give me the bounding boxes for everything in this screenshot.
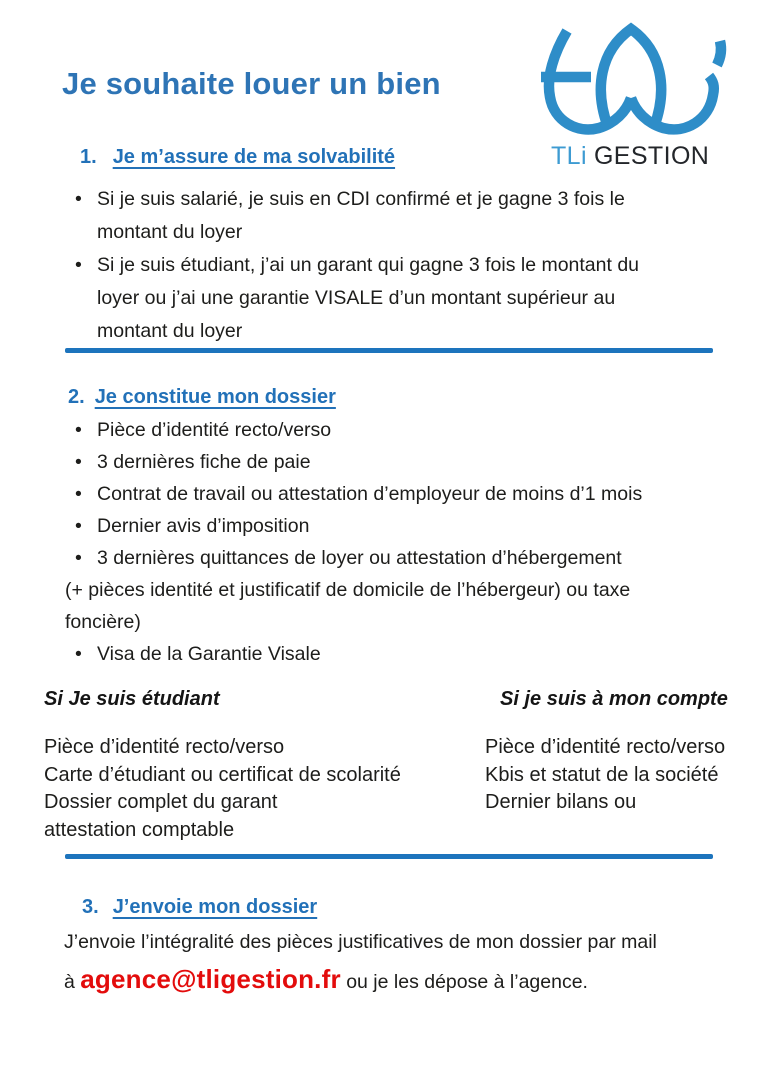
section-1-title: Je m’assure de ma solvabilité xyxy=(112,146,396,168)
column-line: attestation comptable xyxy=(44,818,235,841)
bullet-item: • 3 dernières fiche de paie xyxy=(60,446,720,478)
section-2-heading xyxy=(68,386,336,409)
logo-text-gestion: GESTION xyxy=(593,142,710,170)
column-self-employed-lines xyxy=(485,734,728,817)
send-line-1: J’envoie l’intégralité des pièces justificatives de mon dossier par mail xyxy=(64,931,657,953)
bullet-item: • 3 dernières quittances de loyer ou attestation d’hébergement xyxy=(60,542,720,574)
column-line: Dernier bilans ou xyxy=(485,791,637,813)
column-line: Pièce d’identité recto/verso xyxy=(485,736,726,758)
column-line: Kbis et statut de la société xyxy=(485,763,719,786)
section-3-heading xyxy=(82,896,317,919)
section-2-title: Je constitue mon dossier xyxy=(94,386,336,408)
column-student xyxy=(44,688,401,844)
column-student-heading: Si Je suis étudiant xyxy=(44,688,220,710)
page-title: Je souhaite louer un bien xyxy=(62,66,441,101)
dossier-bullet-list xyxy=(60,414,760,670)
bullet-continuation-line: (+ pièces identité et justificatif de domicile de l’hébergeur) ou taxe xyxy=(65,579,631,601)
column-line: Dossier complet du garant xyxy=(44,791,278,813)
column-line: Pièce d’identité recto/verso xyxy=(44,736,285,758)
bullet-item: • Pièce d’identité recto/verso xyxy=(60,414,720,446)
bullet-item: • Si je suis étudiant, j’ai un garant qui gagne 3 fois le montant du loyer ou j’ai une garantie VISALE d’un montant supérieur au montant du loyer xyxy=(60,249,685,348)
email-suffix: ou je les dépose à l’agence. xyxy=(340,971,588,993)
section-3-number: 3. xyxy=(82,896,99,918)
company-logo xyxy=(534,20,734,170)
section-3-title: J’envoie mon dossier xyxy=(112,896,318,918)
section-1-number: 1. xyxy=(80,146,97,168)
tli-logo-icon xyxy=(534,20,734,140)
send-dossier-paragraph xyxy=(64,927,754,995)
bullet-item: • Dernier avis d’imposition xyxy=(60,510,720,542)
bullet-item: • Visa de la Garantie Visale xyxy=(60,638,720,670)
bullet-item: • Contrat de travail ou attestation d’employeur de moins d’1 mois xyxy=(60,478,720,510)
column-self-employed-heading: Si je suis à mon compte xyxy=(500,688,728,710)
send-line-2 xyxy=(64,964,754,995)
bullet-item: • Si je suis salarié, je suis en CDI confirmé et je gagne 3 fois le montant du loyer xyxy=(60,183,685,249)
bullet-continuation-line: foncière) xyxy=(65,611,141,633)
section-1-heading xyxy=(80,146,395,169)
column-self-employed xyxy=(485,688,728,817)
email-prefix: à xyxy=(64,971,81,993)
column-student-lines xyxy=(44,734,401,844)
column-line: Carte d’étudiant ou certificat de scolarité xyxy=(44,763,401,786)
logo-wordmark xyxy=(551,142,709,171)
section-divider xyxy=(65,854,713,859)
section-divider xyxy=(65,348,713,353)
section-2-number: 2. xyxy=(68,386,85,408)
logo-text-tli: TLi xyxy=(551,142,587,170)
solvency-bullet-list xyxy=(60,183,685,348)
email-link[interactable]: agence@tligestion.fr xyxy=(80,964,341,994)
